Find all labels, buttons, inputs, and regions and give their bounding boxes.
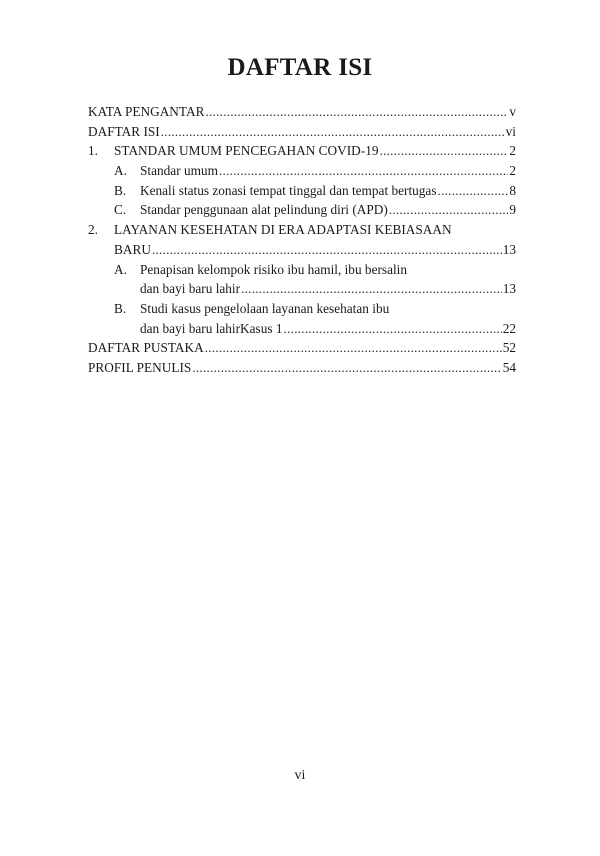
toc-page-number: 8 [509, 182, 516, 198]
toc-page-number: vi [505, 123, 516, 139]
page-title: DAFTAR ISI [227, 54, 373, 81]
toc-entry-label-line2: dan bayi baru lahirKasus 1 [140, 320, 283, 336]
toc-entry-number: A. [114, 163, 127, 179]
dot-leader [241, 279, 502, 299]
dot-leader [284, 319, 502, 339]
toc-entry-number: B. [114, 300, 127, 316]
toc-entry-label-line1: Studi kasus pengelolaan layanan kesehatan ibu [140, 300, 390, 316]
toc-entry-section-2b[interactable] [88, 299, 516, 319]
toc-entry-label: PROFIL PENULIS [88, 359, 192, 375]
toc-entry-chapter-2[interactable] [88, 220, 516, 240]
toc-entry-profil-penulis[interactable] [88, 358, 516, 378]
page-number-footer: vi [294, 768, 306, 783]
toc-entry-daftar-pustaka[interactable] [88, 338, 516, 358]
toc-entry-number: A. [114, 261, 127, 277]
toc-entry-section-2a[interactable] [88, 260, 516, 280]
toc-entry-label: DAFTAR ISI [88, 123, 160, 139]
dot-leader [205, 338, 502, 358]
toc-entry-label: Standar umum [140, 163, 218, 179]
toc-page-number: 2 [509, 163, 516, 179]
toc-entry-label-line2: dan bayi baru lahir [140, 281, 241, 297]
toc-entry-number: C. [114, 202, 127, 218]
toc-entry-label: KATA PENGANTAR [88, 104, 205, 119]
dot-leader [192, 358, 501, 378]
toc-entry-label-line1: LAYANAN KESEHATAN DI ERA ADAPTASI KEBIASAAN [114, 222, 452, 238]
toc-entry-section-1c[interactable] [88, 200, 516, 220]
dot-leader [438, 181, 509, 201]
toc-page-number: 13 [502, 241, 516, 257]
toc-entry-chapter-2-continued[interactable] [88, 240, 516, 260]
toc-entry-label: STANDAR UMUM PENCEGAHAN COVID-19 [114, 143, 379, 159]
toc-entry-daftar-isi[interactable] [88, 122, 516, 142]
toc-entry-label-line2: BARU [114, 241, 151, 257]
toc-entry-kata-pengantar[interactable] [88, 102, 516, 122]
toc-entry-section-1a[interactable] [88, 161, 516, 181]
toc-entry-label: DAFTAR PUSTAKA [88, 340, 204, 356]
toc-entry-section-2b-continued[interactable] [88, 319, 516, 339]
toc-page-number: 52 [502, 340, 516, 356]
toc-entry-section-2a-continued[interactable] [88, 279, 516, 299]
toc-entry-label-line1: Penapisan kelompok risiko ibu hamil, ibu bersalin [140, 261, 408, 277]
toc-entry-number: B. [114, 182, 127, 198]
dot-leader [205, 102, 508, 122]
toc-entry-label: Standar penggunaan alat pelindung diri (APD) [140, 202, 388, 218]
toc-page-number: 54 [502, 359, 516, 375]
toc-entry-number: 1. [88, 143, 98, 159]
toc-entry-label: Kenali status zonasi tempat tinggal dan tempat bertugas [140, 182, 437, 198]
toc-entry-chapter-1[interactable] [88, 141, 516, 161]
toc-page-number: v [509, 104, 516, 119]
toc-entry-number: 2. [88, 222, 98, 238]
toc-entry-section-1b[interactable] [88, 181, 516, 201]
toc-page-number: 2 [509, 143, 516, 159]
table-of-contents [88, 102, 516, 378]
dot-leader [380, 141, 509, 161]
dot-leader [389, 200, 509, 220]
toc-page-number: 9 [509, 202, 516, 218]
dot-leader [152, 240, 502, 260]
toc-page-number: 22 [502, 320, 516, 336]
dot-leader [219, 161, 508, 181]
toc-page-number: 13 [502, 281, 516, 297]
dot-leader [161, 122, 505, 142]
